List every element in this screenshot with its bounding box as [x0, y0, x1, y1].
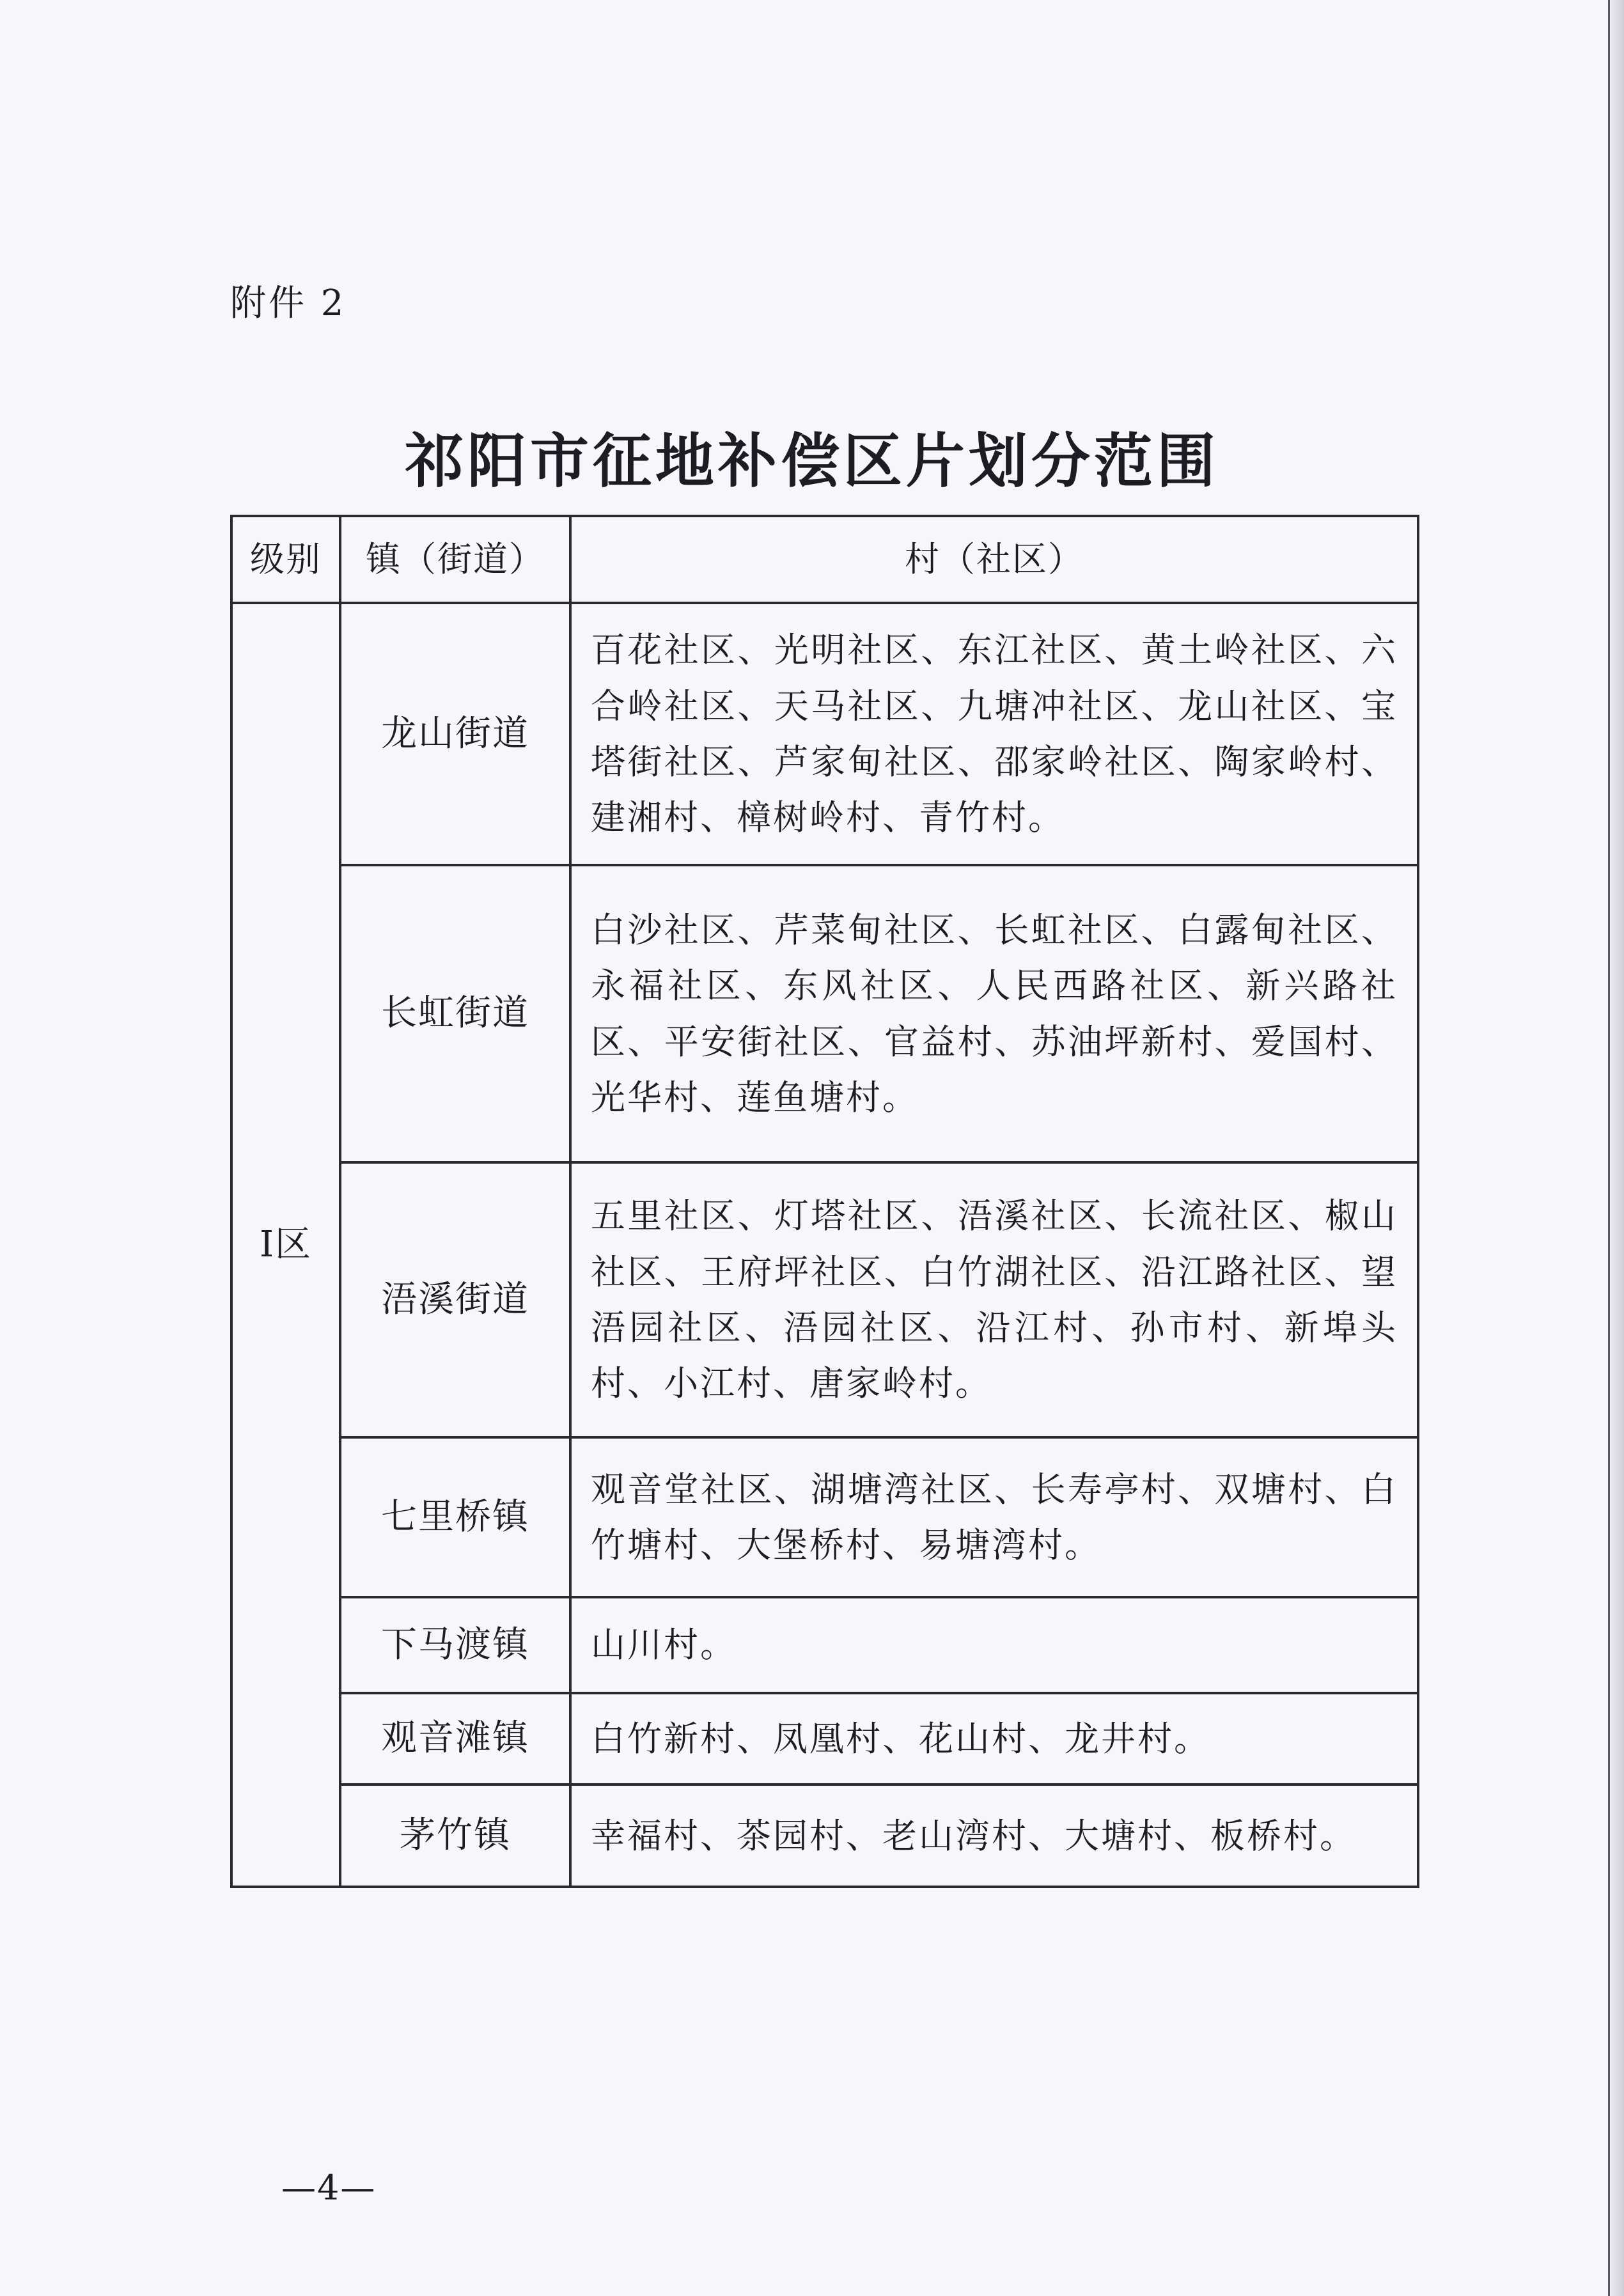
town-cell: 浯溪街道 [340, 1162, 570, 1437]
town-cell: 茅竹镇 [340, 1784, 570, 1887]
compensation-zone-table [230, 515, 1419, 1888]
level-cell: Ⅰ区 [231, 603, 340, 1887]
document-title: 祁阳市征地补偿区片划分范围 [404, 426, 1219, 496]
header-village: 村（社区） [570, 516, 1418, 603]
table-header-row [231, 516, 1418, 603]
table-row [231, 1162, 1418, 1437]
attachment-label: 附件 2 [230, 283, 347, 324]
town-cell: 观音滩镇 [340, 1693, 570, 1784]
table-row [231, 1597, 1418, 1693]
table-row [231, 865, 1418, 1162]
page-number: —4— [281, 2167, 377, 2208]
table-row [231, 603, 1418, 865]
villages-cell: 山川村。 [570, 1597, 1418, 1693]
table-row [231, 1693, 1418, 1784]
table-row [231, 1437, 1418, 1597]
villages-cell: 白沙社区、芹菜甸社区、长虹社区、白露甸社区、永福社区、东风社区、人民西路社区、新兴路社区、平安街社区、官益村、苏油坪新村、爱国村、光华村、莲鱼塘村。 [570, 865, 1418, 1162]
villages-cell: 五里社区、灯塔社区、浯溪社区、长流社区、椒山社区、王府坪社区、白竹湖社区、沿江路社区、望浯园社区、浯园社区、沿江村、孙市村、新埠头村、小江村、唐家岭村。 [570, 1162, 1418, 1437]
town-cell: 七里桥镇 [340, 1437, 570, 1597]
town-cell: 龙山街道 [340, 603, 570, 865]
villages-cell: 观音堂社区、湖塘湾社区、长寿亭村、双塘村、白竹塘村、大堡桥村、易塘湾村。 [570, 1437, 1418, 1597]
table-row [231, 1784, 1418, 1887]
header-town: 镇（街道） [340, 516, 570, 603]
town-cell: 下马渡镇 [340, 1597, 570, 1693]
header-level: 级别 [231, 516, 340, 603]
page-edge [1608, 0, 1624, 2296]
villages-cell: 百花社区、光明社区、东江社区、黄土岭社区、六合岭社区、天马社区、九塘冲社区、龙山社区、宝塔街社区、芦家甸社区、邵家岭社区、陶家岭村、建湘村、樟树岭村、青竹村。 [570, 603, 1418, 865]
town-cell: 长虹街道 [340, 865, 570, 1162]
villages-cell: 白竹新村、凤凰村、花山村、龙井村。 [570, 1693, 1418, 1784]
villages-cell: 幸福村、茶园村、老山湾村、大塘村、板桥村。 [570, 1784, 1418, 1887]
